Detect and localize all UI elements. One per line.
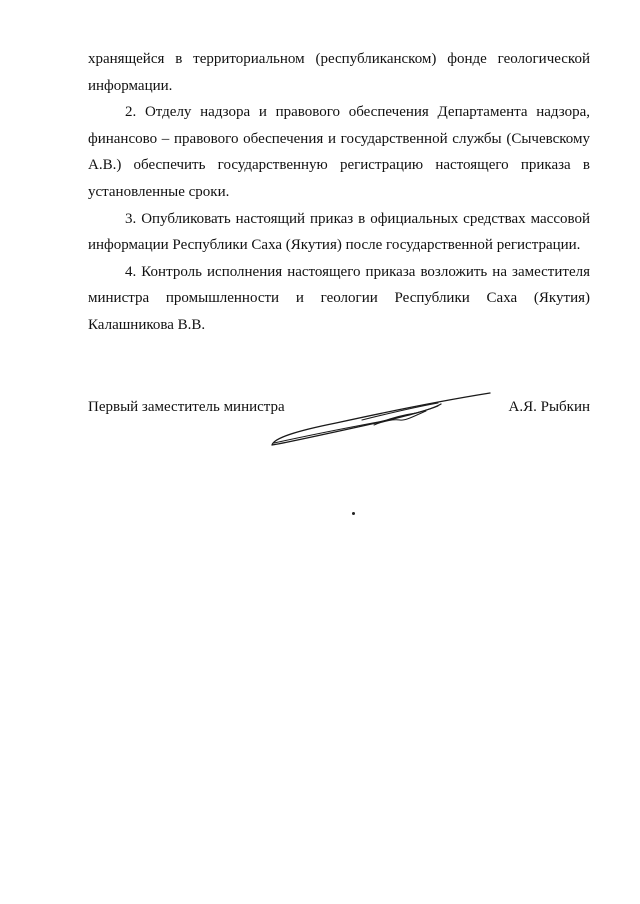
paragraph-continuation: хранящейся в территориальном (республиканском) фонде геологической информации.: [88, 51, 590, 94]
document-body: [88, 46, 590, 339]
paragraph-item-3: 3. Опубликовать настоящий приказ в официальных средствах массовой информации Республики Саха (Якутия) после государственной регистрации.: [88, 210, 590, 254]
paragraph-item-2: 2. Отделу надзора и правового обеспечения Департамента надзора, финансово – правового обеспечения и государственной службы (Сычевскому А.В.) обеспечить государственную регистрацию настоящего приказа в установленные сроки.: [88, 104, 590, 200]
paragraph-item-4: 4. Контроль исполнения настоящего приказа возложить на заместителя министра промышленности и геологии Республики Саха (Якутия) Калашникова В.В.: [88, 263, 590, 333]
signatory-position: Первый заместитель министра: [88, 399, 285, 415]
stray-dot-mark: [352, 512, 355, 515]
handwritten-signature: [266, 390, 498, 450]
signatory-name: А.Я. Рыбкин: [508, 399, 590, 415]
